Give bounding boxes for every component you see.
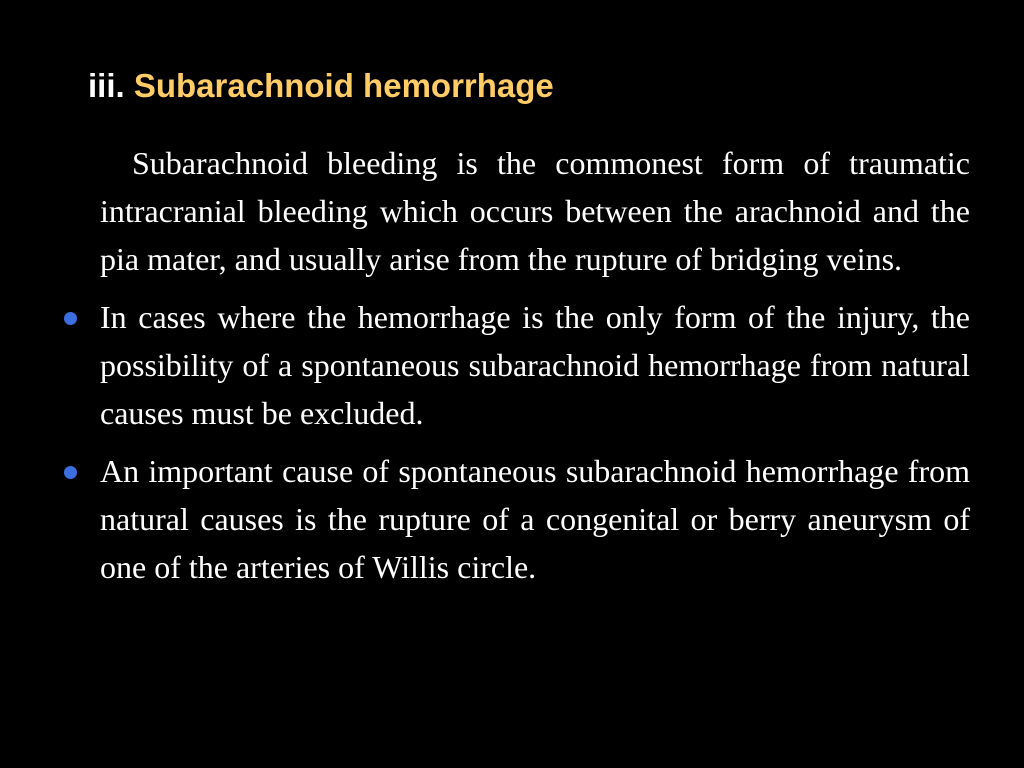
bullet-icon	[64, 312, 77, 325]
title-number: iii.	[88, 67, 125, 104]
bullet-item	[100, 447, 970, 591]
bullet-text: An important cause of spontaneous subarachnoid hemorrhage from natural causes is the rupture of a congenital or berry aneurysm of one of the arteries of Willis circle.	[100, 453, 970, 585]
slide-body	[100, 139, 970, 601]
title-text: Subarachnoid hemorrhage	[133, 67, 554, 104]
bullet-item	[100, 293, 970, 437]
bullet-icon	[64, 466, 77, 479]
bullet-text: In cases where the hemorrhage is the only form of the injury, the possibility of a spontaneous subarachnoid hemorrhage from natural causes must be excluded.	[100, 299, 970, 431]
intro-paragraph: Subarachnoid bleeding is the commonest form of traumatic intracranial bleeding which occurs between the arachnoid and the pia mater, and usually arise from the rupture of bridging veins.	[100, 145, 970, 277]
slide-title	[88, 64, 554, 108]
